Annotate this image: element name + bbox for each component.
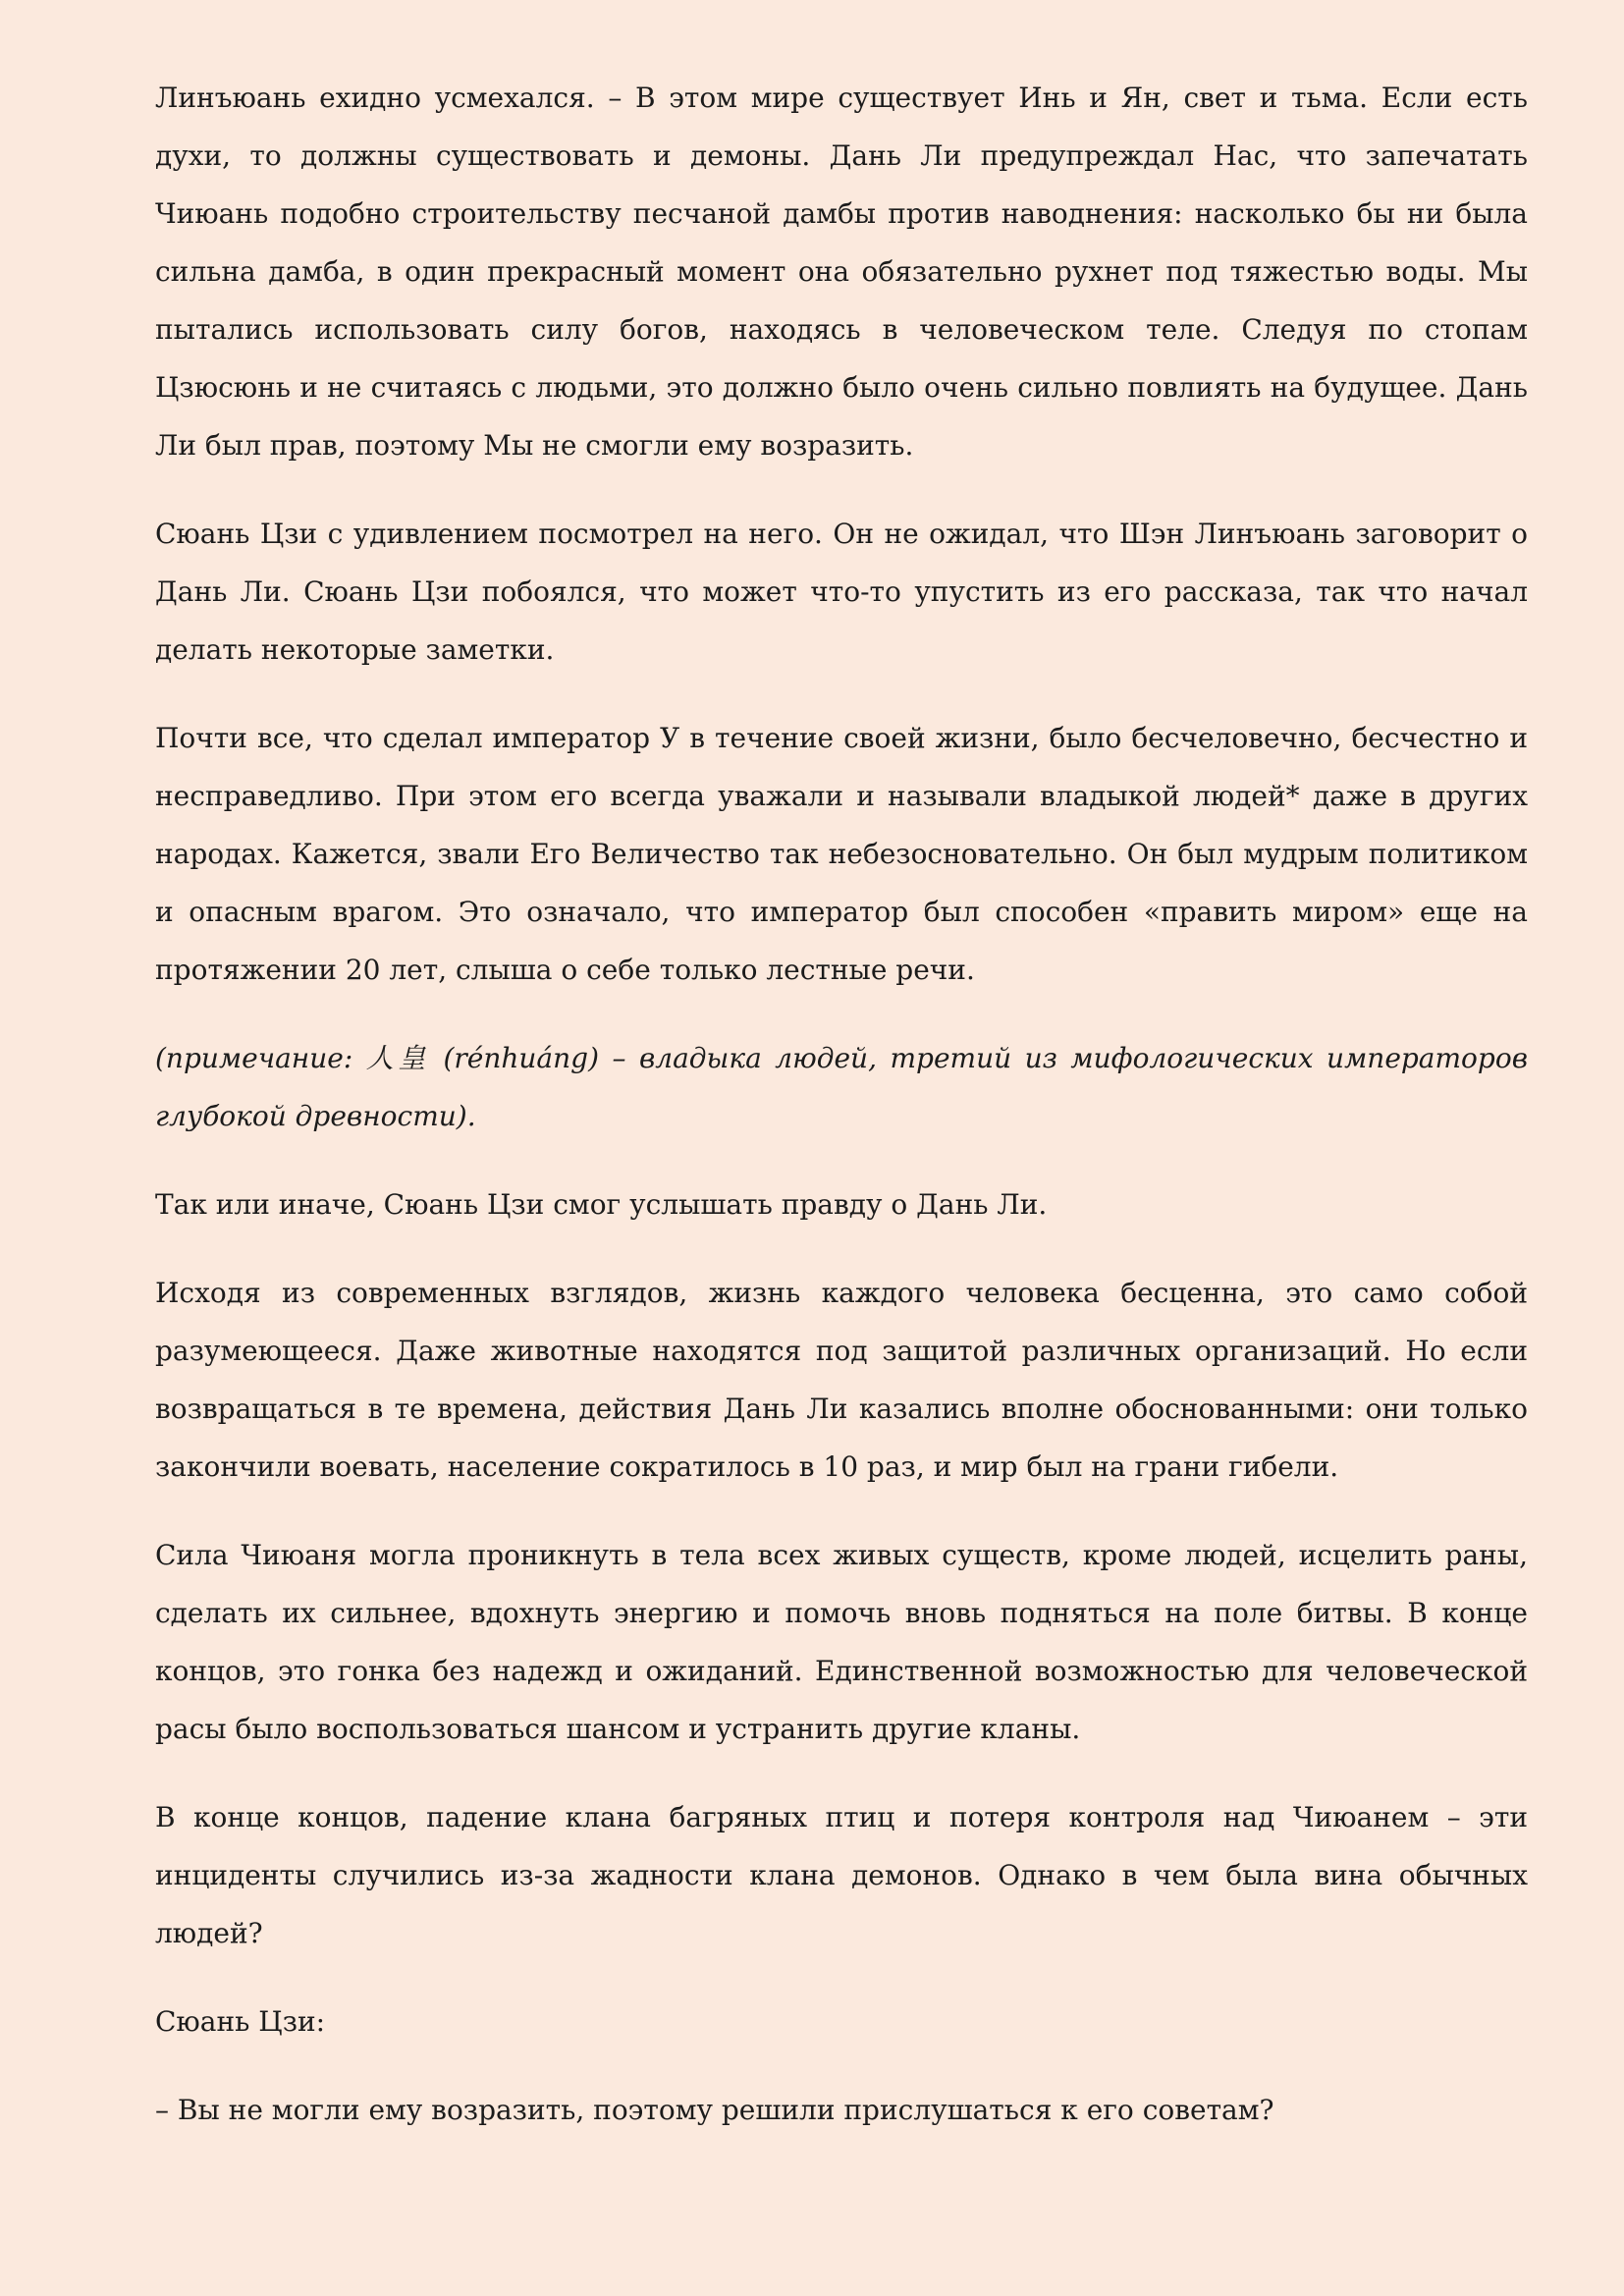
paragraph-chiyuan-power: Сила Чиюаня могла проникнуть в тела всех живых существ, кроме людей, исцелить раны, сделать их сильнее, вдохнуть энергию и помочь вновь подняться на поле битвы. В конце концов, это гонка без надежд и ожиданий. Единственной возможностью для человеческой расы было воспользоваться шансом и устранить другие кланы. <box>155 1539 1528 1745</box>
paragraph-dialogue-question: – Вы не могли ему возразить, поэтому решили прислушаться к его советам? <box>155 2094 1274 2126</box>
paragraph-xuan-ji-surprise: Сюань Цзи с удивлением посмотрел на него. Он не ожидал, что Шэн Линъюань заговорит о Дань Ли. Сюань Цзи побоялся, что может что-то упустить из его рассказа, так что начал делать некоторые заметки. <box>155 518 1528 666</box>
translator-note: (примечание: 人皇 (rénhuáng) – владыка людей, третий из мифологических императоров глубокой древности). <box>155 1042 1528 1132</box>
paragraph-fall-of-clan: В конце концов, падение клана багряных птиц и потеря контроля над Чиюанем – эти инциденты случились из-за жадности клана демонов. Однако в чем была вина обычных людей? <box>155 1801 1528 1949</box>
paragraph-speaker-xuan-ji: Сюань Цзи: <box>155 2005 326 2038</box>
paragraph-truth-about-dan-li: Так или иначе, Сюань Цзи смог услышать правду о Дань Ли. <box>155 1188 1048 1221</box>
paragraph-linyuan-yin-yang: Линъюань ехидно усмехался. – В этом мире существует Инь и Ян, свет и тьма. Если есть духи, то должны существовать и демоны. Дань Ли предупреждал Нас, что запечатать Чиюань подобно строительству песчаной дамбы против наводнения: насколько бы ни была сильна дамба, в один прекрасный момент она обязательно рухнет под тяжестью воды. Мы пытались использовать силу богов, находясь в человеческом теле. Следуя по стопам Цзюсюнь и не считаясь с людьми, это должно было очень сильно повлиять на будущее. Дань Ли был прав, поэтому Мы не смогли ему возразить. <box>155 82 1528 462</box>
paragraph-emperor-wu: Почти все, что сделал император У в течение своей жизни, было бесчеловечно, бесчестно и несправедливо. При этом его всегда уважали и называли владыкой людей* даже в других народах. Кажется, звали Его Величество так небезосновательно. Он был мудрым политиком и опасным врагом. Это означало, что император был способен «править миром» еще на протяжении 20 лет, слыша о себе только лестные речи. <box>155 722 1528 986</box>
document-page <box>155 69 1528 2169</box>
paragraph-modern-views: Исходя из современных взглядов, жизнь каждого человека бесценна, это само собой разумеющееся. Даже животные находятся под защитой различных организаций. Но если возвращаться в те времена, действия Дань Ли казались вполне обоснованными: они только закончили воевать, население сократилось в 10 раз, и мир был на грани гибели. <box>155 1277 1528 1483</box>
